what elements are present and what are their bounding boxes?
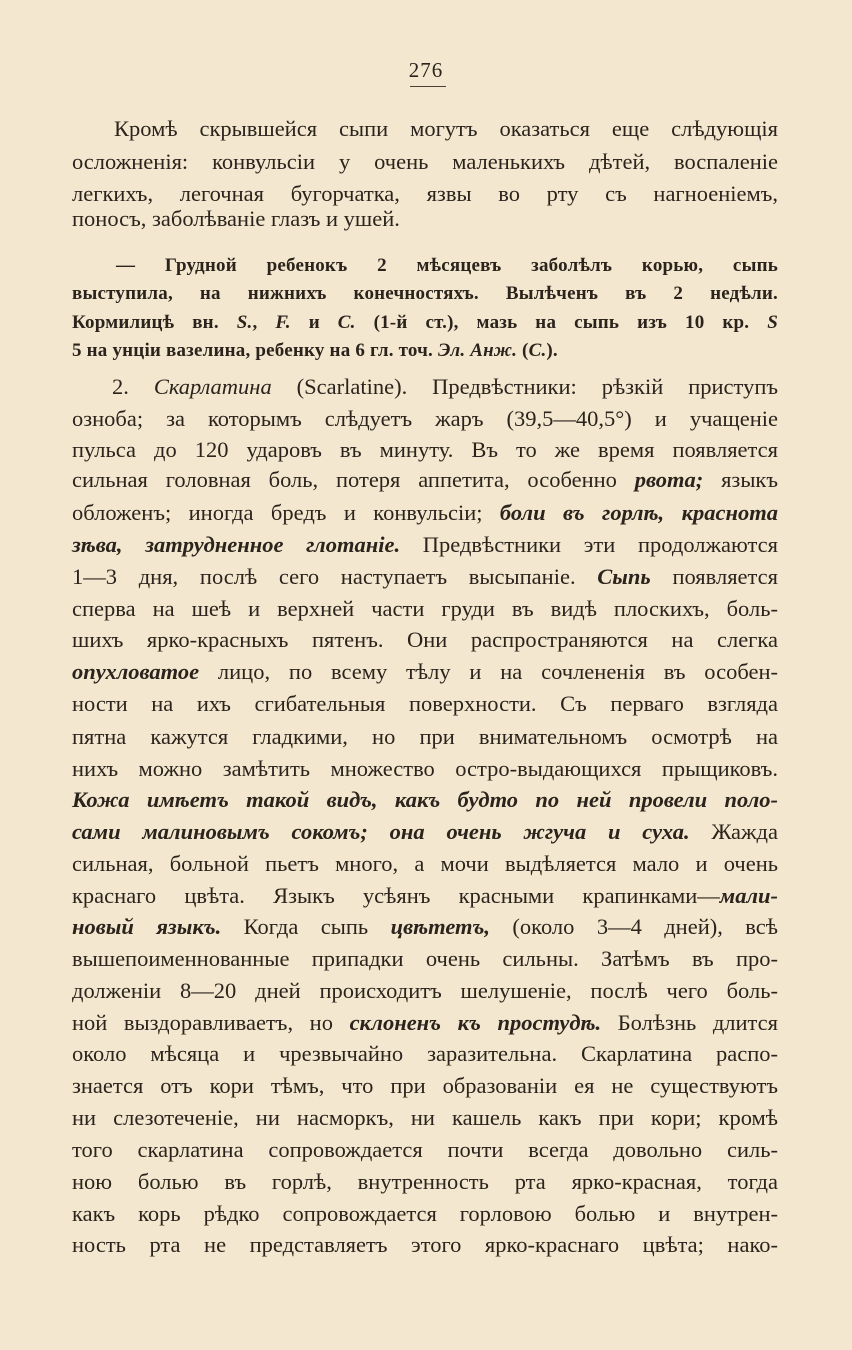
emphasized-text: зѣва, затрудненное глотаніе. xyxy=(72,532,401,557)
emphasized-text: мали- xyxy=(719,883,778,908)
text-line xyxy=(72,560,778,594)
text-segment: сильная, больной пьетъ много, а мочи выдѣляется мало и очень xyxy=(72,851,778,876)
text-segment: 5 на унціи вазелина, ребенку на 6 гл. точ. xyxy=(72,340,438,361)
text-segment: ною болью въ горлѣ, внутренность рта ярко-красная, тогда xyxy=(72,1169,778,1194)
text-line xyxy=(72,687,778,721)
text-segment: пульса до 120 ударовъ въ минуту. Въ то же время появляется xyxy=(72,437,778,462)
emphasized-text: склоненъ къ простудѣ. xyxy=(349,1010,602,1035)
emphasized-text: C. xyxy=(528,340,547,361)
text-segment: знается отъ кори тѣмъ, что при образованіи ея не существуютъ xyxy=(72,1073,778,1098)
text-line xyxy=(72,879,778,913)
text-line xyxy=(72,592,778,626)
emphasized-text: Эл. Анж. xyxy=(437,340,518,361)
emphasized-text: сами малиновымъ сокомъ; она очень жгуча и суха. xyxy=(72,819,690,844)
text-segment: ной выздоравливаетъ, но xyxy=(72,1010,350,1035)
text-line xyxy=(72,463,778,497)
text-segment: Болѣзнь длится xyxy=(601,1010,778,1035)
text-line xyxy=(72,1133,778,1167)
text-segment: обложенъ; иногда бредъ и конвульсіи; xyxy=(72,500,500,525)
text-line xyxy=(72,974,778,1008)
emphasized-text: цвѣтетъ, xyxy=(390,914,491,939)
text-line xyxy=(72,783,778,817)
text-segment: ни слезотеченіе, ни насморкъ, ни кашель какъ при кори; кромѣ xyxy=(72,1105,778,1130)
text-segment: ность рта не представляетъ этого ярко-краснаго цвѣта; нако- xyxy=(72,1232,778,1257)
text-line xyxy=(72,847,778,881)
text-segment: ). xyxy=(546,340,558,361)
text-segment: шихъ ярко-красныхъ пятенъ. Они распространяются на слегка xyxy=(72,627,778,652)
text-segment: около мѣсяца и чрезвычайно заразительна. Скарлатина распо- xyxy=(72,1041,778,1066)
text-segment: появляется xyxy=(650,564,778,589)
emphasized-text: опухловатое xyxy=(72,659,200,684)
text-segment: пятна кажутся гладкими, но при внимательномъ осмотрѣ на xyxy=(72,724,778,749)
text-line xyxy=(72,910,778,944)
text-segment: (около 3—4 дней), всѣ xyxy=(490,914,778,939)
text-segment: выступила, на нижнихъ конечностяхъ. Вылѣченъ въ 2 недѣли. xyxy=(72,283,778,304)
emphasized-text: Сыпь xyxy=(597,564,651,589)
text-line xyxy=(72,752,778,786)
text-segment: какъ корь рѣдко сопровождается горловою болью и внутрен- xyxy=(72,1201,778,1226)
text-line xyxy=(72,1197,778,1231)
text-segment: и xyxy=(290,312,338,333)
text-segment: долженіи 8—20 дней происходитъ шелушеніе, послѣ чего боль- xyxy=(72,978,778,1003)
text-line xyxy=(72,1165,778,1199)
text-line xyxy=(72,528,778,562)
text-line xyxy=(72,942,778,976)
emphasized-text: рвота; xyxy=(634,467,704,492)
emphasized-text: F. xyxy=(275,312,291,333)
text-segment: Когда сыпь xyxy=(221,914,391,939)
text-line xyxy=(72,145,778,179)
emphasized-text: C. xyxy=(337,312,356,333)
page-number: 276 xyxy=(408,58,444,82)
emphasized-text: новый языкъ. xyxy=(72,914,222,939)
emphasized-text: S xyxy=(767,312,778,333)
emphasized-text: S. xyxy=(236,312,253,333)
text-segment: легкихъ, легочная бугорчатка, язвы во рту съ нагноеніемъ, xyxy=(72,181,778,206)
text-line xyxy=(72,1006,778,1040)
text-segment: поносъ, заболѣваніе глазъ и ушей. xyxy=(72,206,400,231)
text-segment: того скарлатина сопровождается почти всегда довольно силь- xyxy=(72,1137,778,1162)
text-segment: (Scarlatine). Предвѣстники: рѣзкій приступъ xyxy=(271,374,779,399)
text-line xyxy=(72,202,778,236)
text-segment: 1—3 дня, послѣ сего наступаетъ высыпаніе. xyxy=(72,564,598,589)
text-segment: краснаго цвѣта. Языкъ усѣянъ красными крапинками— xyxy=(72,883,720,908)
text-line xyxy=(72,720,778,754)
text-segment: Жажда xyxy=(689,819,778,844)
text-line xyxy=(72,496,778,530)
text-segment: языкъ xyxy=(703,467,778,492)
text-segment: ности на ихъ сгибательныя поверхности. Съ перваго взгляда xyxy=(72,691,778,716)
text-line xyxy=(72,1069,778,1103)
text-segment: Предвѣстники эти продолжаются xyxy=(400,532,778,557)
text-line xyxy=(114,112,778,146)
text-segment: сперва на шеѣ и верхней части груди въ видѣ плоскихъ, боль- xyxy=(72,596,778,621)
text-segment: сильная головная боль, потеря аппетита, особенно xyxy=(72,467,635,492)
text-line xyxy=(112,370,778,404)
text-line xyxy=(72,1037,778,1071)
page-number-underline xyxy=(410,86,446,87)
note-line xyxy=(72,334,778,368)
text-segment: нихъ можно замѣтить множество остро-выдающихся прыщиковъ. xyxy=(72,756,778,781)
text-line xyxy=(72,1101,778,1135)
text-segment: , xyxy=(252,312,276,333)
text-line xyxy=(72,1228,778,1262)
text-segment: вышепоименнованные припадки очень сильны. Затѣмъ въ про- xyxy=(72,946,778,971)
text-segment: лицо, по всему тѣлу и на сочлененія въ особен- xyxy=(199,659,778,684)
text-segment: 2. xyxy=(112,374,154,399)
text-segment: осложненія: конвульсіи у очень маленькихъ дѣтей, воспаленіе xyxy=(72,149,778,174)
emphasized-text: боли въ горлѣ, краснота xyxy=(499,500,778,525)
text-segment: ( xyxy=(517,340,529,361)
text-segment: Кормилицѣ вн. xyxy=(72,312,237,333)
text-segment: Кромѣ скрывшейся сыпи могутъ оказаться еще слѣдующія xyxy=(114,116,778,141)
text-line xyxy=(72,655,778,689)
emphasized-text: Скарлатина xyxy=(153,374,272,399)
text-line xyxy=(72,433,778,467)
text-line xyxy=(72,402,778,436)
text-segment: озноба; за которымъ слѣдуетъ жаръ (39,5—40,5°) и учащеніе xyxy=(72,406,778,431)
emphasized-text: Кожа имѣетъ такой видъ, какъ будто по ней провели поло- xyxy=(72,787,778,812)
text-segment: (1-й ст.), мазь на сыпь изъ 10 кр. xyxy=(355,312,768,333)
text-line xyxy=(72,623,778,657)
text-segment: — Грудной ребенокъ 2 мѣсяцевъ заболѣлъ корью, сыпь xyxy=(116,255,778,276)
text-line xyxy=(72,815,778,849)
